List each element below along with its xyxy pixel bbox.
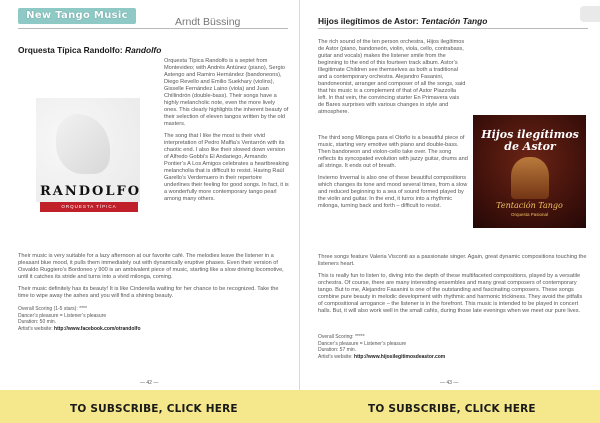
subscribe-footer xyxy=(0,390,600,423)
left-website-line xyxy=(18,326,288,333)
left-dancer-pleasure: Dancer’s pleasure = Listener’s pleasure xyxy=(18,312,107,319)
subscribe-link-left[interactable]: TO SUBSCRIBE, CLICK HERE xyxy=(70,403,238,415)
left-paragraph: Their music definitely has its beauty! It is like Cinderella waiting for her chance to be recognized. Take the time to wipe away the ashes and you will find a shining beauty. xyxy=(18,286,279,299)
right-paragraph: Invierno Invernal is also one of these beautiful compositions which changes its tone and mood several times, from a slow and reduced beginning to a sea of sound formed played by the violin and guitar. In the end, it turns into a rhythmic milonga, turning back and forth – difficult to resist. xyxy=(318,175,468,209)
album-cover-subtitle: Orquesta Pasional xyxy=(510,212,549,217)
album-cover-randolfo xyxy=(18,56,158,249)
right-paragraph xyxy=(318,39,588,116)
author-name: Arndt Büssing xyxy=(175,16,241,28)
right-review-title xyxy=(318,16,487,26)
left-review-meta xyxy=(18,306,288,332)
album-cover-name: RANDOLFO xyxy=(40,184,142,199)
right-review-meta xyxy=(318,334,588,360)
section-tag xyxy=(18,8,136,24)
left-review-body-column xyxy=(164,58,289,208)
right-paragraph: This is really fun to listen to, diving into the depth of these multifaceted compositions, played by a versatile orchestra. Of course, there are many interesting ensembles and many great composers of contemporary tango. But to me, Alejandro Fasanini is one of the outstanding and fascinating composers. These songs combine pure beauty in melodic development with rhythmic and harmonic trickiness. They avoid the pitfalls of compositional arrogance – the listener is in the forefront. This music is intended to be played in concert halls. But, it will also work well in the small cafés, during those late evenings when we meet our pure lives. xyxy=(318,273,583,314)
left-review-title-prefix: Orquesta Típica Randolfo: xyxy=(18,45,126,55)
subscribe-link-right[interactable]: TO SUBSCRIBE, CLICK HERE xyxy=(368,403,536,415)
right-review-intro xyxy=(318,39,588,121)
album-cover-band xyxy=(40,202,138,212)
left-rating: Overall Scoring (1-5 stars): **** xyxy=(18,306,87,312)
left-website-label: Artist’s website: xyxy=(18,325,55,332)
left-paragraph: Orquesta Típica Randolfo is a septet from Montevideo; with Andrés Antúnez (piano), Sergio Astengo and Ramiro Hernández (bandoneons), Diego Revello and Emilio Suekhary (violins), Gisselle Fernández Laino (viola) and Juan Chillindrón (double-bass). Their songs have a highly melancholic note, even the more lively ones. This clearly highlights the inherent beauty of their selection of eleven tangos written by the old masters. xyxy=(164,58,289,127)
album-cover-title: Tentación Tango xyxy=(496,201,563,210)
left-paragraph: The song that I like the most is their vivid interpretation of Pedro Maffia’s Ventarrón with its chaotic end. I also like their slowed down version of Alfredo Gobbi’s El Andariego, Armando Pontier’s A Los Amigos celebrates a heartbreaking melancholia that is difficult to resist. Having Raúl Garello’s Verdemuero in their repertoire underlines their feeling for good songs. In fact, it is a wonderfully more contemporary tango pearl among many others. xyxy=(164,133,289,202)
header-rule xyxy=(18,28,288,29)
album-cover-dancers xyxy=(511,157,549,199)
left-page xyxy=(0,0,300,390)
left-paragraph: Their music is very suitable for a lazy afternoon at our favorite café. The melodies leave the listener in a pleasant blue mood, it pulls them immediately out with dynamically eruptive phases. Even their version of Osvaldo Ruggiero’s Bordoneo y 900 is an ambivalent piece of music, starting like a slow driving locomotive, until it catches its stride and turns into a vivid milonga, coming. xyxy=(18,253,284,280)
album-cover-band-text: ORQUESTA TÍPICA xyxy=(61,204,117,209)
left-duration: Duration: 50 min. xyxy=(18,319,57,325)
right-rating: Overall Scoring: ***** xyxy=(318,334,365,340)
left-review-title xyxy=(18,45,161,55)
right-review-body-column xyxy=(318,135,468,215)
page-number-left: — 42 — xyxy=(140,380,159,386)
right-review-title-album: Tentación Tango xyxy=(421,16,488,26)
right-review-title-prefix: Hijos ilegítimos de Astor: xyxy=(318,16,421,26)
right-website-line xyxy=(318,354,588,361)
album-cover-tentacion-tango xyxy=(473,115,586,228)
left-review-title-album: Randolfo xyxy=(125,45,162,55)
header-rule xyxy=(318,28,588,29)
right-dancer-pleasure: Dancer’s pleasure = Listener’s pleasure xyxy=(318,340,407,347)
right-website-link[interactable]: http://www.hijosilegitimosdeastor.com xyxy=(354,353,446,360)
page-number-right: — 43 — xyxy=(440,380,459,386)
right-duration: Duration: 57 min. xyxy=(318,347,357,353)
page-edge-tab xyxy=(580,6,600,22)
right-paragraph: The third song Milonga para el Otoño is a beautiful piece of music, starting very emotive with piano and double-bass. Then bandoneon and violon-cello take over. The song reflects its syncopated evolution with jazzy guitar, drums and all strings. It ends out of breath. xyxy=(318,135,468,169)
right-paragraph: Three songs feature Valeria Visconti as a passionate singer. Again, great dynamic compositions touching the listeners heart. xyxy=(318,254,587,267)
album-cover-script: Hijos ilegítimos de Astor xyxy=(481,128,579,153)
section-tag-label: New Tango Music xyxy=(26,10,128,21)
left-website-link[interactable]: http://www.facebook.com/otrandolfo xyxy=(54,325,141,332)
right-paragraph-text: The rich sound of the ten person orchestra, Hijos ilegítimos de Astor (piano, bandoneón, violin, viola, cello, contrabass, guitar and vocals) makes the listener smile from the beginning to the end of this fourteen track album. Astor’s Illegitimate Children see themselves as both a traditional and a contemporary orchestra. Alejandro Fasanini, bandoneonist, arranger and composer of all the songs, said that his music is a complement of that of Astor Piazzolla left. In that vein, the convincing starter En Primavera vais de Bares surprises with various changes in style and atmosphere. xyxy=(318,39,466,115)
right-review-body-wide xyxy=(318,254,588,320)
left-review-body-wide xyxy=(18,253,288,305)
right-website-label: Artist’s website: xyxy=(318,353,355,360)
